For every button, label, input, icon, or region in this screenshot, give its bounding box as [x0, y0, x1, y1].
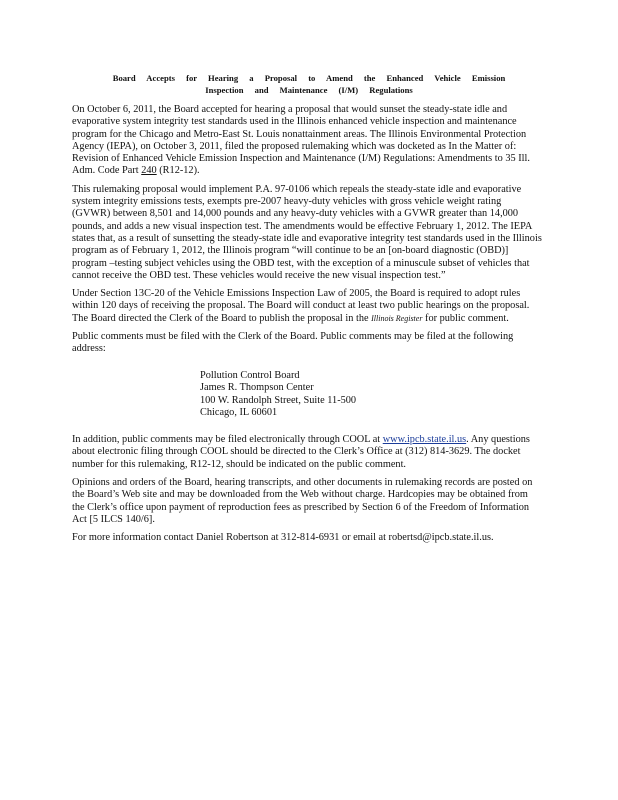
- hearing-text-start: Under Section 13C-20 of the Vehicle Emissions Inspection Law of 2005, the Board is required to adopt rules within 120 days of receiving the proposal. The Board will conduct at least two public hearings on the proposal. The Board directed the Clerk of the Board to publish the proposal in the: [72, 288, 530, 324]
- paragraph-public-comments: Public comments must be filed with the Clerk of the Board. Public comments may be filed at the following address:: [72, 331, 514, 355]
- paragraph-proposal-details: This rulemaking proposal would implement P.A. 97-0106 which repeals the steady-state idle and evaporative system integrity emissions tests, exempts pre-2007 heavy-duty vehicles with gross vehicle weight rating (GVWR) between 8,501 and 14,000 pounds and any heavy-duty vehicles with a GVWR greater than 14,000 pounds, and adds a new visual inspection test. The amendments would be effective February 1, 2012. The IEPA states that, as a result of sunsetting the steady-state idle and evaporative integrity test standards used in the Illinois program as of February 1, 2012, the Illinois program “will continue to be an [on-board diagnostic (OBD)] program –testing subject vehicles using the OBD test, with the exception of a minuscule subset of vehicles that cannot receive the OBD test. These vehicles would receive the new visual inspection test.”: [72, 183, 542, 281]
- address-line-4: Chicago, IL 60601: [200, 407, 278, 419]
- address-line-3: 100 W. Randolph Street, Suite 11-500: [200, 394, 357, 406]
- address-line-2: James R. Thompson Center: [200, 382, 314, 394]
- hearing-text-end: for public comment.: [422, 312, 509, 324]
- title-line-2: Inspection and Maintenance (I/M) Regulations: [205, 85, 413, 95]
- electronic-filing-text-end: . Any questions about electronic filing through COOL should be directed to the Clerk’s Office at (312) 814-3629. The docket number for this rulemaking, R12-12, should be indicated on the public comment.: [72, 434, 530, 470]
- docket-reference: (R12-12).: [156, 165, 200, 177]
- document-title: [72, 72, 546, 96]
- address-line-1: Pollution Control Board: [200, 369, 300, 381]
- paragraph-documents-availability: Opinions and orders of the Board, hearing transcripts, and other documents in rulemaking records are posted on the Board’s Web site and may be downloaded from the Web without charge. Hardcopies may be obtained from the Clerk’s office upon payment of reproduction fees as prescribed by Section 6 of the Freedom of Information Act [5 ILCS 140/6].: [72, 476, 533, 525]
- electronic-filing-text-start: In addition, public comments may be filed electronically through COOL at: [72, 434, 383, 446]
- paragraph-contact-info: For more information contact Daniel Robertson at 312-814-6931 or email at robertsd@ipcb.state.il.us.: [72, 532, 494, 544]
- paragraph-announcement: [72, 104, 542, 178]
- document-body: [72, 104, 542, 550]
- paragraph-electronic-filing: [72, 434, 542, 471]
- paragraph-hearing-requirements: [72, 288, 542, 325]
- code-part-number: 240: [141, 165, 157, 177]
- illinois-register-title: Illinois Register: [371, 313, 423, 323]
- mailing-address: [200, 370, 542, 420]
- ipcb-website-link[interactable]: www.ipcb.state.il.us: [382, 434, 467, 446]
- title-line-1: Board Accepts for Hearing a Proposal to Amend the Enhanced Vehicle Emission: [112, 73, 506, 83]
- paragraph-announcement-text: On October 6, 2011, the Board accepted for hearing a proposal that would sunset the steady-state idle and evaporative system integrity test standards used in the Illinois enhanced vehicle inspection and maintenance program for the Chicago and Metro-East St. Louis nonattainment areas. The Illinois Environmental Protection Agency (IEPA), on October 3, 2011, filed the proposed rulemaking which was docketed as In the Matter of: Revision of Enhanced Vehicle Emission Inspection and Maintenance (I/M) Regulations: Amendments to 35 Ill. Adm. Code Part: [72, 104, 530, 177]
